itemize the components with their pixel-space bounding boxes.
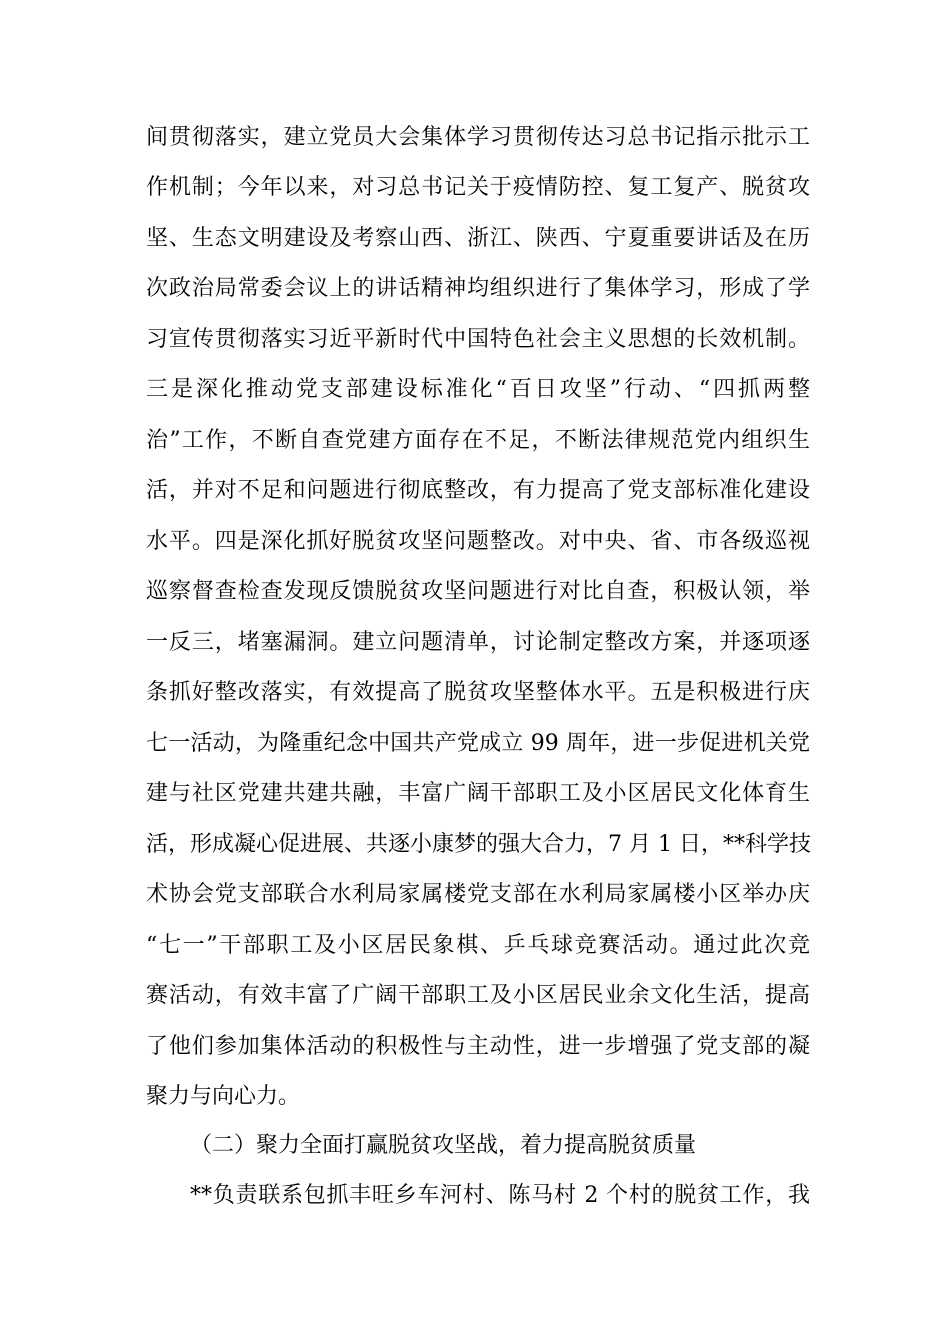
body-line-7: 治”工作，不断自查党建方面存在不足，不断法律规范党内组织生 bbox=[146, 427, 810, 453]
body-line-2: 作机制；今年以来，对习总书记关于疫情防控、复工复产、脱贫攻 bbox=[146, 175, 810, 201]
body-line-12: 条抓好整改落实，有效提高了脱贫攻坚整体水平。五是积极进行庆 bbox=[146, 680, 810, 706]
body-line-11: 一反三，堵塞漏洞。建立问题清单，讨论制定整改方案，并逐项逐 bbox=[146, 629, 810, 655]
body-line-final: **负责联系包抓丰旺乡车河村、陈马村 2 个村的脱贫工作，我 bbox=[190, 1183, 810, 1208]
body-line-1: 间贯彻落实，建立党员大会集体学习贯彻传达习总书记指示批示工 bbox=[146, 125, 810, 150]
body-line-10: 巡察督查检查发现反馈脱贫攻坚问题进行对比自查，积极认领，举 bbox=[146, 579, 810, 605]
body-line-19: 了他们参加集体活动的积极性与主动性，进一步增强了党支部的凝 bbox=[146, 1033, 810, 1059]
body-line-5: 习宣传贯彻落实习近平新时代中国特色社会主义思想的长效机制。 bbox=[146, 326, 810, 352]
body-line-20: 聚力与向心力。 bbox=[146, 1084, 301, 1109]
body-line-17: “七一”干部职工及小区居民象棋、乒乓球竞赛活动。通过此次竞 bbox=[146, 932, 810, 958]
body-line-9: 水平。四是深化抓好脱贫攻坚问题整改。对中央、省、市各级巡视 bbox=[146, 528, 810, 554]
body-line-8: 活，并对不足和问题进行彻底整改，有力提高了党支部标准化建设 bbox=[146, 478, 810, 504]
body-line-4: 次政治局常委会议上的讲话精神均组织进行了集体学习，形成了学 bbox=[146, 276, 810, 302]
section-heading: （二）聚力全面打赢脱贫攻坚战，着力提高脱贫质量 bbox=[190, 1133, 697, 1158]
body-line-15: 活，形成凝心促进展、共逐小康梦的强大合力，7 月 1 日，**科学技 bbox=[146, 831, 811, 857]
body-line-14: 建与社区党建共建共融，丰富广阔干部职工及小区居民文化体育生 bbox=[146, 781, 810, 807]
body-line-6: 三是深化推动党支部建设标准化“百日攻坚”行动、“四抓两整 bbox=[146, 377, 810, 403]
body-line-16: 术协会党支部联合水利局家属楼党支部在水利局家属楼小区举办庆 bbox=[146, 882, 810, 908]
body-line-13: 七一活动，为隆重纪念中国共产党成立 99 周年，进一步促进机关党 bbox=[146, 730, 810, 756]
body-line-3: 坚、生态文明建设及考察山西、浙江、陕西、宁夏重要讲话及在历 bbox=[146, 225, 810, 251]
body-line-18: 赛活动，有效丰富了广阔干部职工及小区居民业余文化生活，提高 bbox=[146, 983, 810, 1009]
